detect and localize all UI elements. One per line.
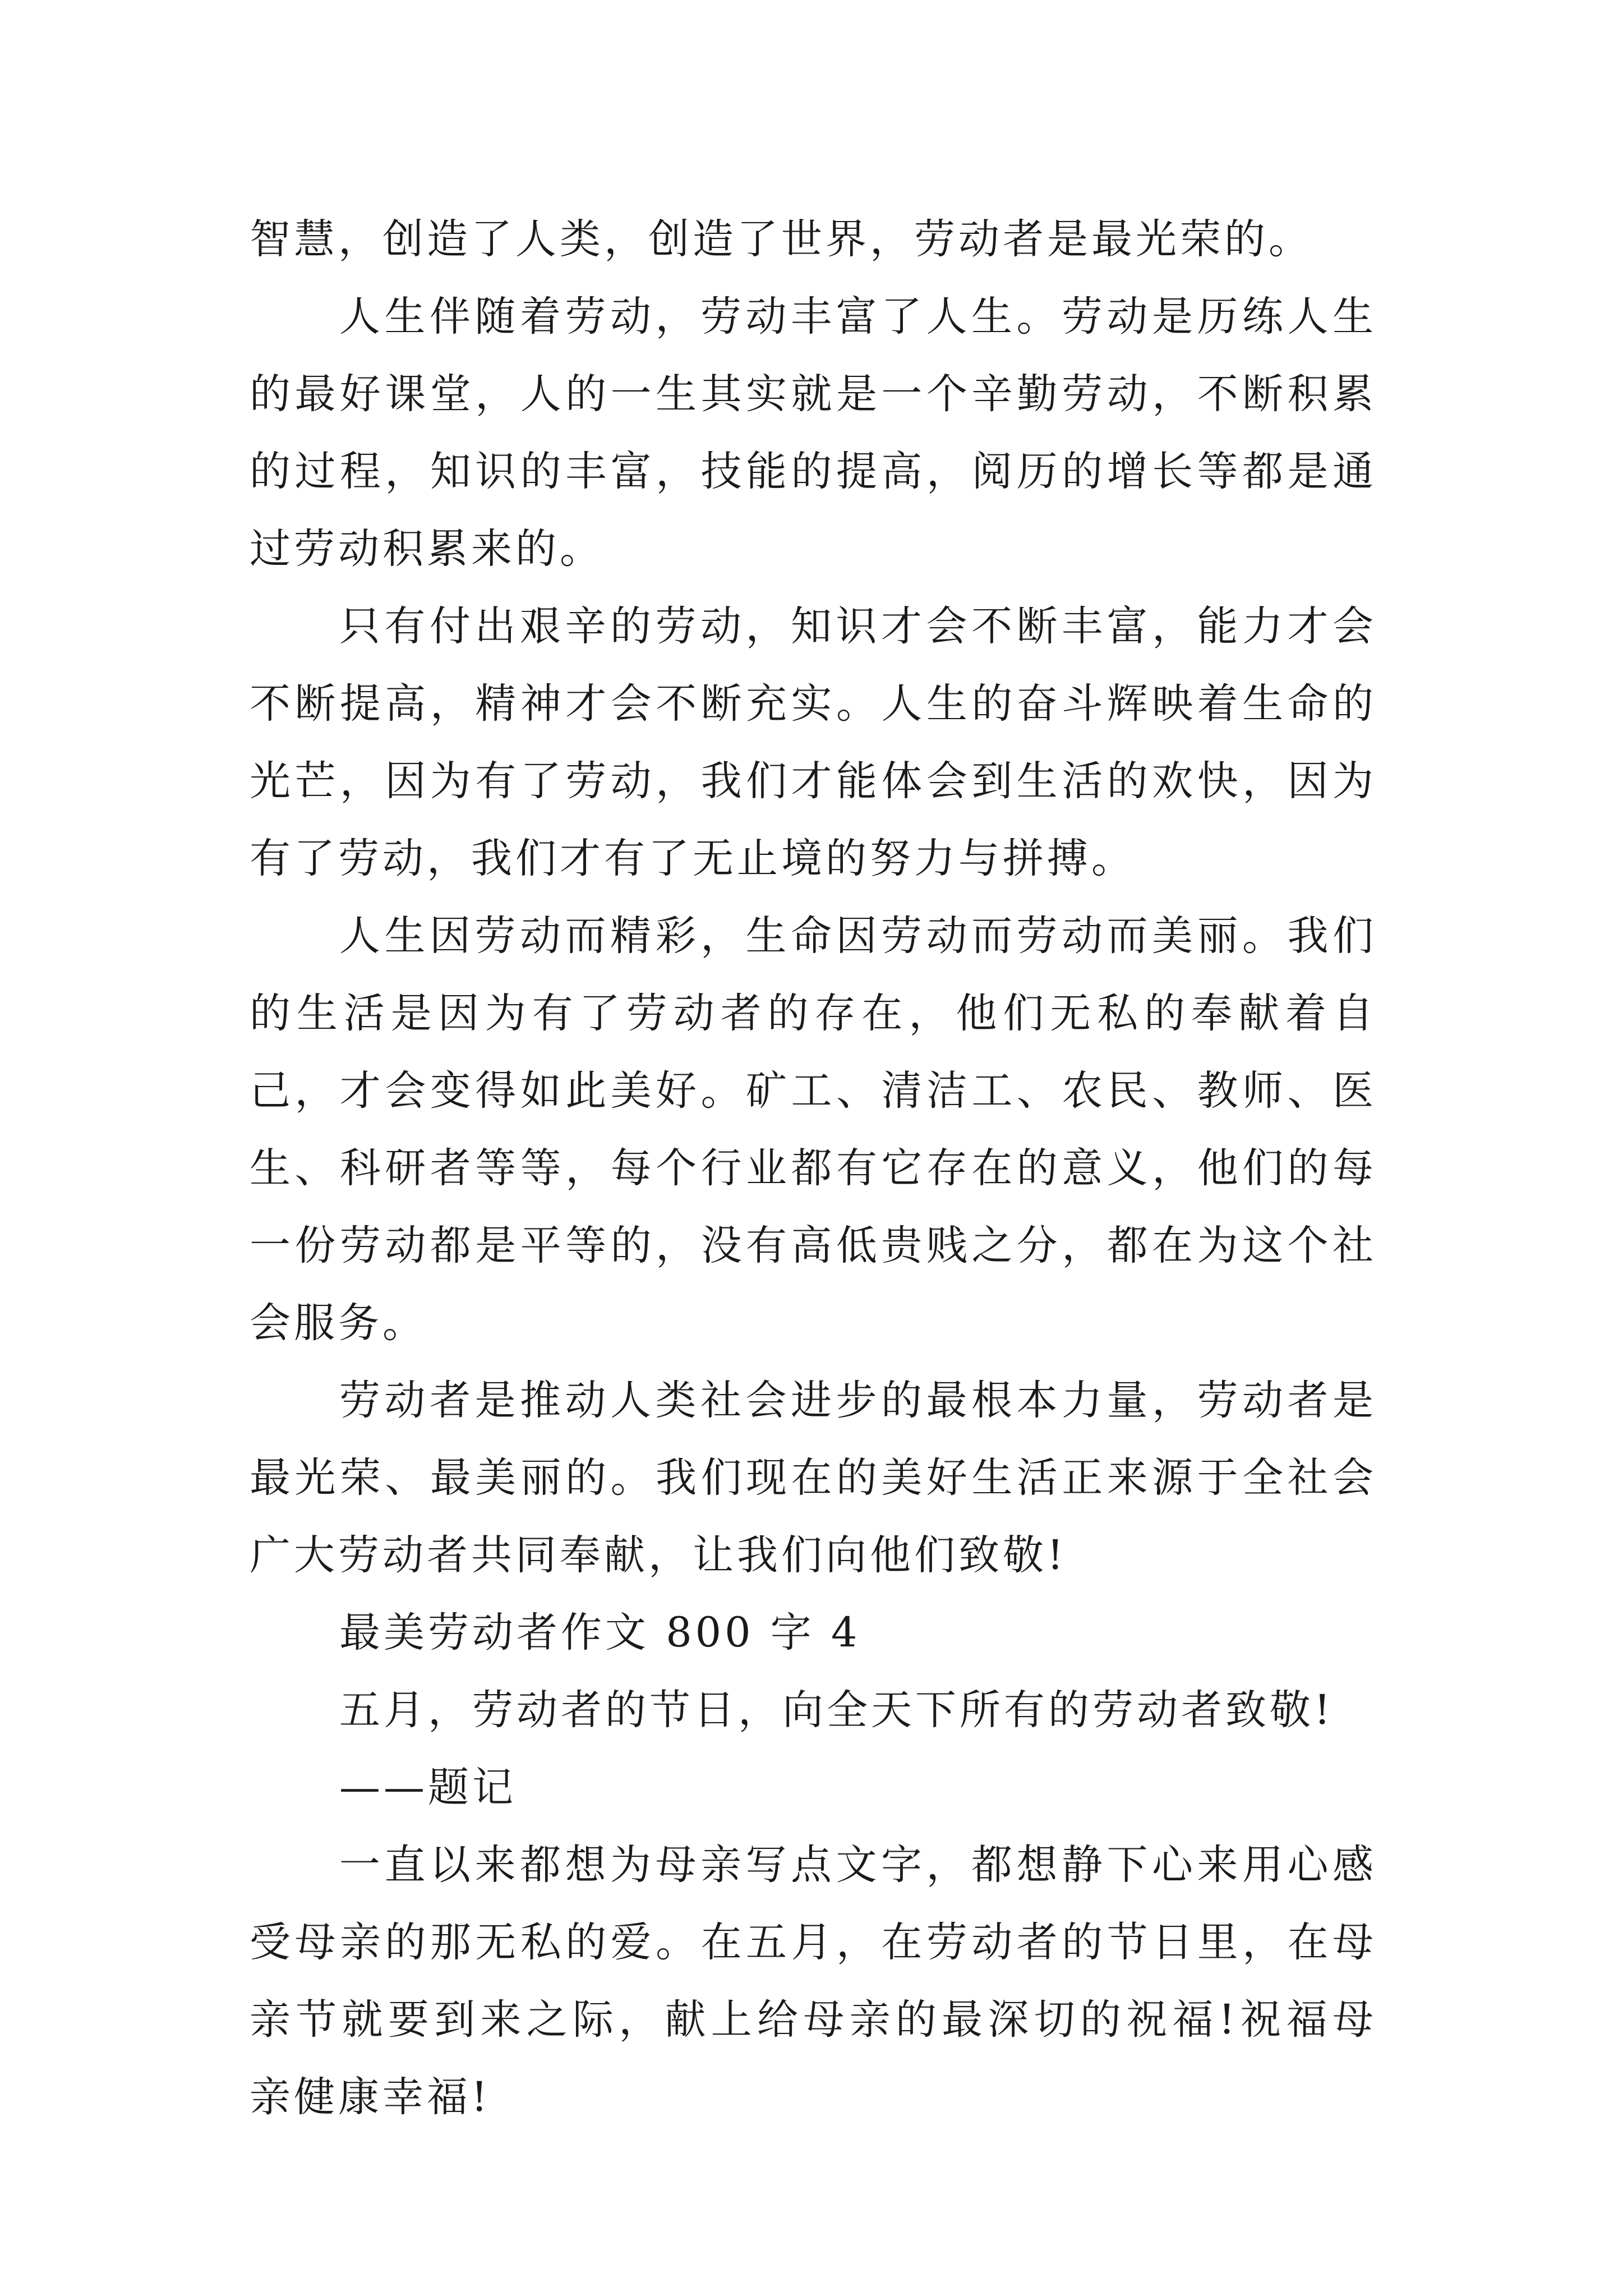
epigraph-attribution: ——题记	[339, 1764, 517, 1811]
paragraph-6: 一直以来都想为母亲写点文字，都想静下心来用心感受母亲的那无私的爱。在五月，在劳动者的节日里，在母亲节就要到来之际，献上给母亲的最深切的祝福!祝福母亲健康幸福!	[250, 1841, 1377, 2121]
paragraph-1: 智慧，创造了人类，创造了世界，劳动者是最光荣的。	[250, 215, 1313, 263]
epigraph: 五月，劳动者的节日，向全天下所有的劳动者致敬!	[339, 1686, 1334, 1734]
document-body	[250, 201, 1377, 2136]
paragraph-4: 人生因劳动而精彩，生命因劳动而劳动而美丽。我们的生活是因为有了劳动者的存在，他们无私的奉献着自己，才会变得如此美好。矿工、清洁工、农民、教师、医生、科研者等等，每个行业都有它存在的意义，他们的每一份劳动都是平等的，没有高低贵贱之分，都在为这个社会服务。	[250, 912, 1377, 1347]
paragraph-3: 只有付出艰辛的劳动，知识才会不断丰富，能力才会不断提高，精神才会不断充实。人生的奋斗辉映着生命的光芒，因为有了劳动，我们才能体会到生活的欢快，因为有了劳动，我们才有了无止境的努力与拼搏。	[250, 602, 1377, 882]
paragraph-2: 人生伴随着劳动，劳动丰富了人生。劳动是历练人生的最好课堂，人的一生其实就是一个辛勤劳动，不断积累的过程，知识的丰富，技能的提高，阅历的增长等都是通过劳动积累来的。	[250, 293, 1377, 573]
paragraph-5: 劳动者是推动人类社会进步的最根本力量，劳动者是最光荣、最美丽的。我们现在的美好生活正来源于全社会广大劳动者共同奉献，让我们向他们致敬!	[250, 1377, 1377, 1579]
section-heading: 最美劳动者作文 800 字 4	[339, 1609, 861, 1657]
